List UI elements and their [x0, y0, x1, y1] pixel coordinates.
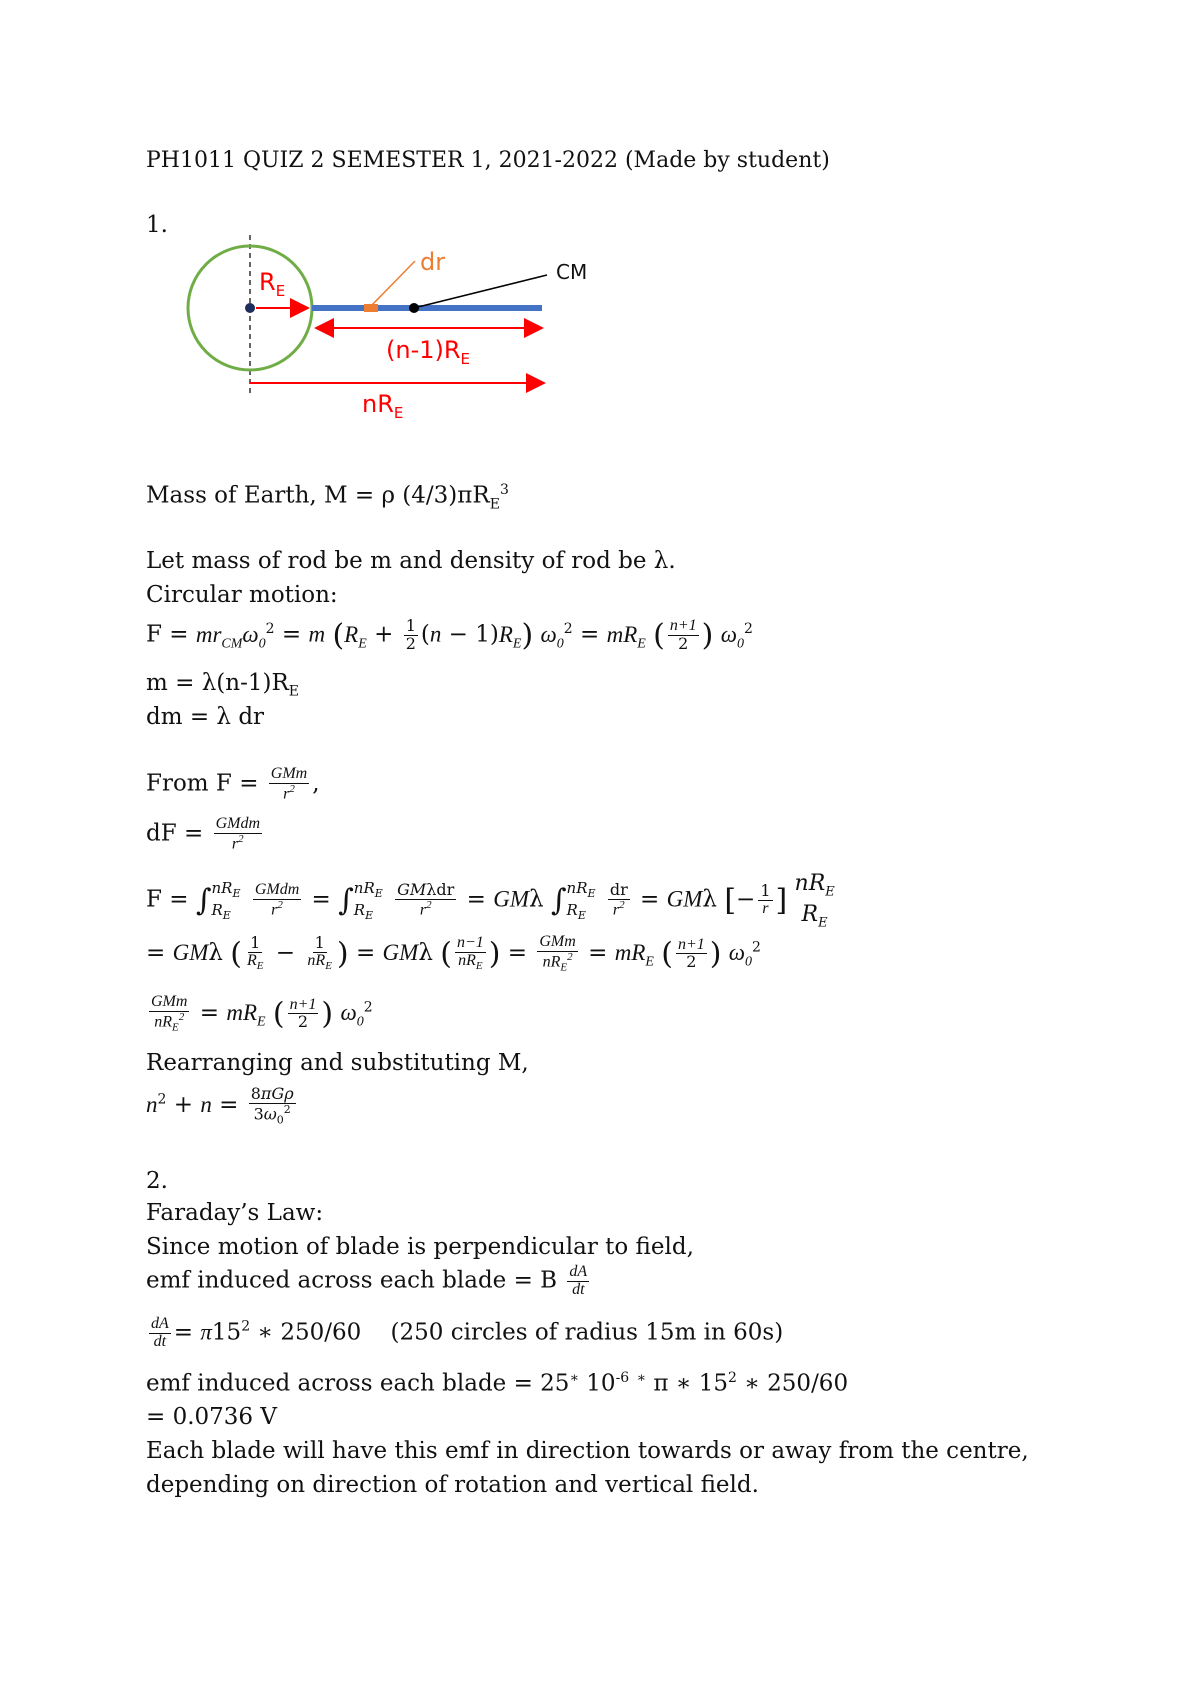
blade-direction-text-2: depending on direction of rotation and vertical field. — [146, 1472, 759, 1498]
equation-m-lambda: $m = \lambda(n-1)R_E$ — [146, 670, 299, 700]
circular-motion-text: Circular motion: — [146, 582, 338, 608]
mass-of-earth: Mass of Earth, M = ρ $(4/3)\pi R_E^3$ — [146, 482, 509, 513]
perpendicular-text: Since motion of blade is perpendicular to field, — [146, 1234, 694, 1260]
label-dr: dr — [420, 248, 446, 276]
emf-equation-2: emf induced across each blade = 25∗ $10^{-6}$ ∗ π ∗ $15^2$ ∗ 250/60 — [146, 1370, 849, 1397]
equation-final-n: $n^2 + n$ = $\frac{\text{8πGρ}}{3\omega_0^2}$ — [146, 1084, 294, 1127]
cm-leader-line — [414, 275, 547, 308]
label-cm: CM — [556, 260, 588, 284]
equation-dm-lambda: dm = λ dr — [146, 704, 265, 730]
emf-result: = 0.0736 V — [146, 1404, 277, 1430]
equation-df: dF = $\frac{\text{GMdm}}{r^2}$ — [146, 815, 261, 853]
equation-from-f: From F = $\frac{\text{GMm}}{r^2}$ , — [146, 765, 320, 803]
page-title: PH1011 QUIZ 2 SEMESTER 1, 2021-2022 (Made by student) — [146, 148, 830, 173]
rearranging-text: Rearranging and substituting M, — [146, 1050, 529, 1076]
faraday-law-text: Faraday’s Law: — [146, 1200, 324, 1226]
label-n-re: $nR_E$ — [362, 390, 404, 422]
dr-leader-line — [371, 261, 415, 306]
equation-balance: $\frac{\text{GMm}}{nR_E^2}$ = $mR_E$ ( $\frac{n+1}{2}$ ) $\omega_0^2$ — [151, 993, 373, 1034]
equation-integral: F = ∫ $nR_E$ $R_E$ $\frac{\text{GMdm}}{r^2}$ = ∫ $nR_E$ $R_E$ $\frac{\text{GMλdr}}{r^2}$ = GMλ ∫ $nR_E$ $R_E$ $\frac{dr}{r^2}$ = GMλ [− $\frac{1}{r}$ ] $nR_E$ $R_E$ — [146, 871, 835, 931]
let-mass-text: Let mass of rod be m and density of rod be λ. — [146, 548, 676, 574]
question-2-number: 2. — [146, 1168, 168, 1194]
equation-evaluated: = GMλ ( $\frac{1}{R_E}$ − $\frac{1}{nR_E}$ ) = GMλ ( $\frac{n-1}{nR_E}$ ) = $\frac{\text{GMm}}{nR_E^2}$ = $mR_E$ ( $\frac{n+1}{2}$ ) $\omega_0^2$ — [146, 933, 761, 974]
emf-equation-1: emf induced across each blade = B $\frac{dA}{dt}$ — [146, 1263, 588, 1298]
dadt-equation: $\frac{dA}{dt}$ = $\pi 15^2$ ∗ 250/60 (250 circles of radius 15m in 60s) — [151, 1315, 784, 1350]
earth-center-dot — [245, 303, 255, 313]
label-re: $R_E$ — [259, 268, 286, 300]
label-n-minus-1-re: $(n-1)R_E$ — [386, 336, 471, 368]
blade-direction-text-1: Each blade will have this emf in direction towards or away from the centre, — [146, 1438, 1029, 1464]
equation-force-circular: $F = mr_{CM}\omega_0^2 = m$ ($R_E$ + $\frac{1}{2}$ $(n - 1)R_E$) $\omega_0^2 = mR_E$ ( $\frac{n+1}{2}$ ) $\omega_0^2$ — [146, 616, 753, 653]
question-1-number: 1. — [146, 212, 168, 238]
